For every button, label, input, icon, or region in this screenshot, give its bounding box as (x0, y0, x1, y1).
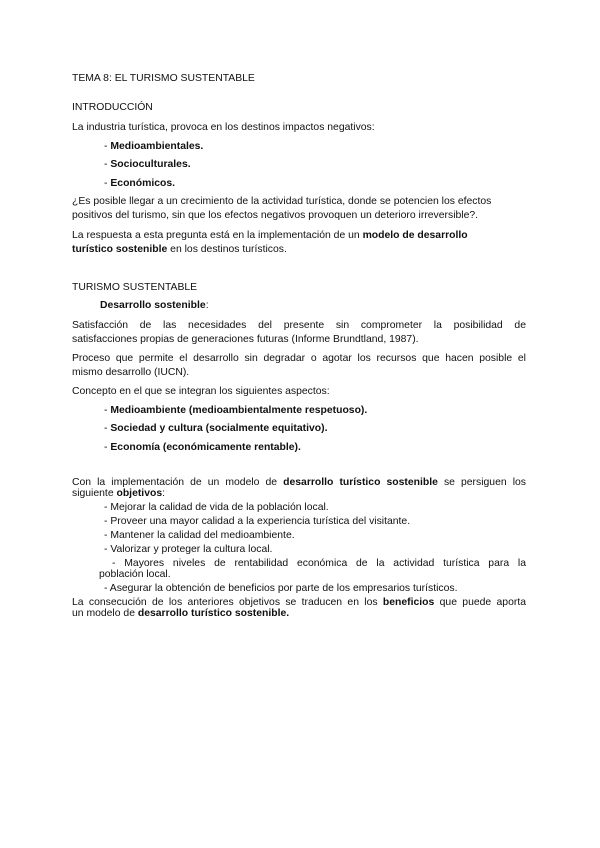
objective-item: - Mantener la calidad del medioambiente. (104, 530, 295, 541)
definition-2-line2: mismo desarrollo (IUCN). (72, 367, 190, 378)
objective-item: - Mejorar la calidad de vida de la población local. (104, 502, 329, 513)
impact-item: - Económicos. (104, 178, 176, 189)
sustainable-heading: TURISMO SUSTENTABLE (72, 282, 198, 293)
aspect-item: - Medioambiente (medioambientalmente respetuoso). (104, 405, 368, 416)
objectives-intro-line1: Con la implementación de un modelo de desarrollo turístico sostenible se persiguen los (72, 477, 526, 488)
aspect-item: - Economía (económicamente rentable). (104, 442, 301, 453)
impact-item: - Socioculturales. (104, 159, 191, 170)
objectives-intro-line2: siguiente objetivos: (72, 488, 165, 499)
sustainable-subheading: Desarrollo sostenible: (100, 300, 209, 311)
impact-item: - Medioambientales. (104, 141, 204, 152)
objective-item: - Valorizar y proteger la cultura local. (104, 544, 273, 555)
definition-2-line1: Proceso que permite el desarrollo sin degradar o agotar los recursos que hacen posible el (72, 353, 526, 364)
document-title: TEMA 8: EL TURISMO SUSTENTABLE (72, 73, 255, 84)
intro-question-line2: positivos del turismo, sin que los efectos negativos provoquen un deterioro irreversible?. (72, 210, 479, 221)
objective-item: - Asegurar la obtención de beneficios por parte de los empresarios turísticos. (104, 583, 458, 594)
definition-3: Concepto en el que se integran los siguientes aspectos: (72, 386, 330, 397)
objective-item-5-line2: población local. (99, 569, 171, 580)
definition-1-line2: satisfacciones propias de generaciones futuras (Informe Brundtland, 1987). (72, 334, 419, 345)
closing-line2: un modelo de desarrollo turístico sostenible. (72, 608, 290, 619)
closing-line1: La consecución de los anteriores objetivos se traducen en los beneficios que puede aporta (72, 597, 526, 608)
definition-1-line1: Satisfacción de las necesidades del presente sin comprometer la posibilidad de (72, 320, 526, 331)
objective-item: - Proveer una mayor calidad a la experiencia turística del visitante. (104, 516, 411, 527)
intro-lead: La industria turística, provoca en los destinos impactos negativos: (72, 122, 375, 133)
intro-heading: INTRODUCCIÓN (72, 102, 153, 113)
intro-answer-line1: La respuesta a esta pregunta está en la implementación de un modelo de desarrollo (72, 230, 468, 241)
aspect-item: - Sociedad y cultura (socialmente equitativo). (104, 423, 328, 434)
objective-item-5-line1: - Mayores niveles de rentabilidad económica de la actividad turística para la (112, 558, 526, 569)
intro-question-line1: ¿Es posible llegar a un crecimiento de la actividad turística, donde se potencien los efectos (72, 196, 492, 207)
intro-answer-line2: turístico sostenible en los destinos turísticos. (72, 244, 287, 255)
